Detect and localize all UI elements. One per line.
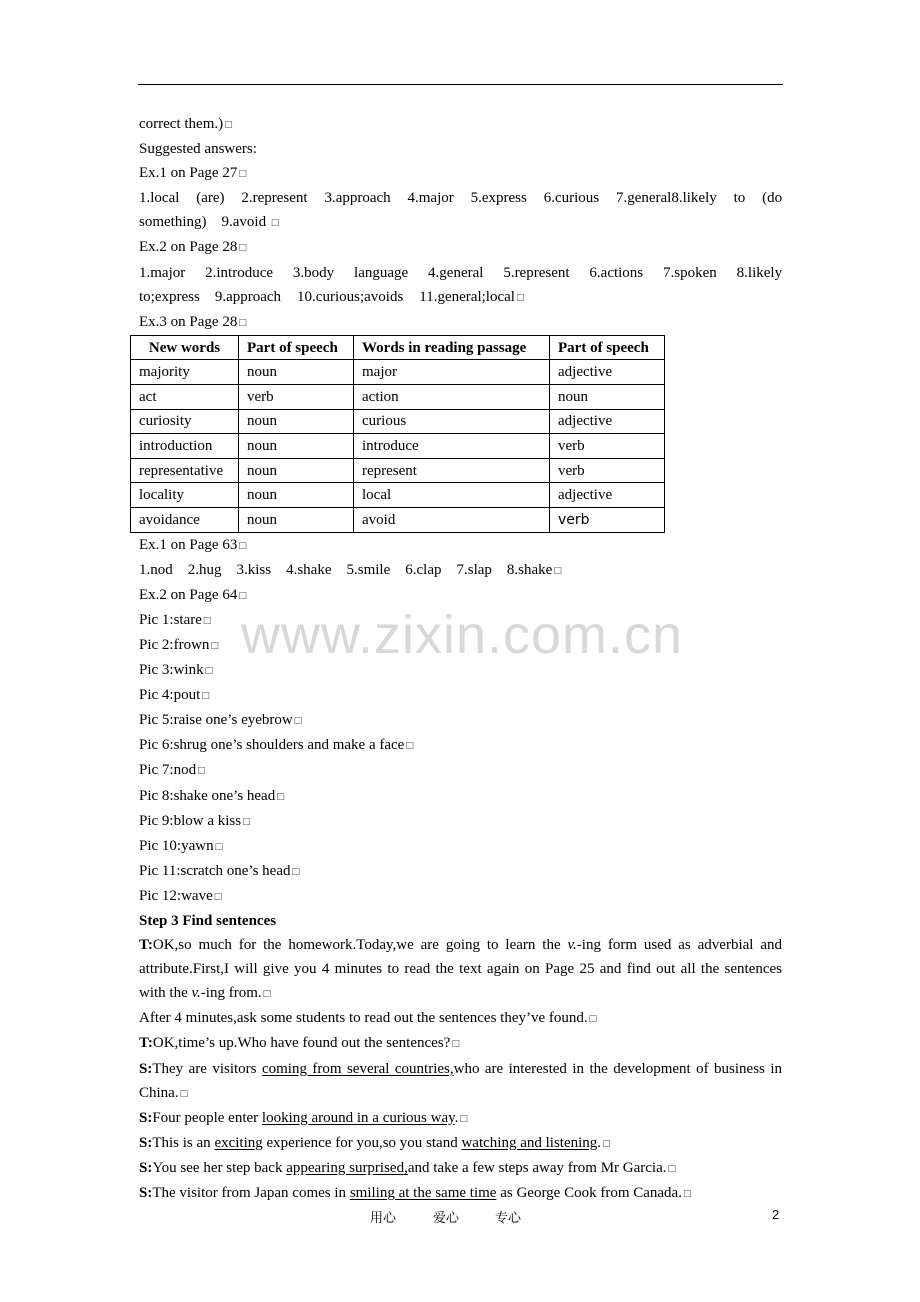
table-cell: introduction (131, 434, 239, 459)
speaker-label: S: (139, 1185, 153, 1202)
pic-answer (139, 708, 782, 733)
text-span: v. (191, 985, 201, 1002)
table-cell: introduce (354, 434, 550, 459)
box-glyph-icon: □ (238, 243, 247, 254)
column-header: Part of speech (239, 335, 354, 360)
text-span: Ex.2 on Page 64 (139, 586, 238, 603)
text-span: Pic 2:frown (139, 636, 210, 653)
answer-item: 9.approach (214, 288, 282, 305)
answer-item: 2.represent (241, 190, 308, 207)
table-cell: noun (550, 385, 665, 410)
column-header: New words (131, 335, 239, 360)
table-cell: adjective (550, 409, 665, 434)
table-header-row (131, 335, 665, 360)
text-span: v. (567, 937, 577, 954)
header-rule (138, 84, 783, 85)
text-span: Pic 8:shake one’s head (139, 787, 276, 804)
text-span: correct them.) (139, 116, 224, 132)
answer-item: 3.kiss (236, 561, 272, 578)
pic-answer (139, 884, 782, 909)
answer-line (139, 261, 782, 285)
box-glyph-icon: □ (667, 1163, 677, 1174)
instruction-line (139, 1006, 782, 1031)
student-sentence (139, 1106, 782, 1131)
box-glyph-icon: □ (682, 1189, 692, 1200)
box-glyph-icon: □ (204, 666, 214, 677)
exercise-title (139, 161, 782, 186)
box-glyph-icon: □ (242, 816, 251, 827)
pic-answer (139, 859, 782, 884)
box-glyph-icon: □ (451, 1039, 460, 1050)
text-line: Suggested answers: (139, 141, 257, 158)
text-span: . (597, 1134, 602, 1151)
text-span: They are visitors (152, 1060, 262, 1077)
answer-item: to;express (139, 288, 200, 305)
teacher-line (139, 1031, 782, 1056)
text-span: Pic 12:wave (139, 887, 213, 904)
pic-answer (139, 784, 782, 809)
box-glyph-icon: □ (588, 1014, 598, 1025)
table-row (131, 508, 665, 533)
text-span: Pic 11:scratch one’s head (139, 862, 291, 879)
underlined-phrase: smiling at the same time (349, 1185, 497, 1202)
table-cell: noun (239, 458, 354, 483)
answer-item: 5.smile (346, 561, 391, 578)
answer-item: 7.slap (456, 561, 492, 578)
text-span: Pic 4:pout (139, 687, 201, 704)
exercise-title (139, 533, 782, 558)
table-cell: adjective (550, 360, 665, 385)
answer-item: something) (139, 214, 207, 231)
text-span: Pic 3:wink (139, 662, 204, 679)
table-cell: locality (131, 483, 239, 508)
answer-item: 2.introduce (205, 264, 274, 281)
answer-item: 4.general (428, 264, 484, 281)
column-header: Words in reading passage (354, 335, 550, 360)
box-glyph-icon: □ (515, 292, 525, 303)
answer-item: 11.general;local (419, 288, 515, 305)
box-glyph-icon: □ (291, 866, 300, 877)
footer-word: 用心 (370, 1211, 397, 1226)
answer-item: 6.actions (589, 264, 644, 281)
text-span: Pic 10:yawn (139, 837, 214, 854)
pic-answer (139, 758, 782, 783)
text-span: Pic 5:raise one’s eyebrow (139, 712, 293, 729)
table-row (131, 458, 665, 483)
answer-item: 1.nod (139, 561, 173, 578)
table-cell: verb (239, 385, 354, 410)
table-cell: majority (131, 360, 239, 385)
box-glyph-icon: □ (214, 841, 224, 852)
box-glyph-icon: □ (276, 791, 285, 802)
box-glyph-icon: □ (210, 640, 219, 651)
box-glyph-icon: □ (293, 716, 303, 727)
box-glyph-icon: □ (213, 891, 223, 902)
speaker-label: S: (139, 1060, 153, 1077)
answer-line (139, 285, 782, 310)
exercise-title (139, 235, 782, 260)
table-cell: verb (550, 434, 665, 459)
text-span: OK,so much for the homework.Today,we are going to learn the (152, 937, 568, 954)
pic-answer (139, 834, 782, 859)
table-row (131, 434, 665, 459)
answer-item: 4.shake (286, 561, 332, 578)
answer-item: 5.represent (503, 264, 570, 281)
box-glyph-icon: □ (238, 540, 247, 551)
answer-item: 6.curious (543, 190, 600, 207)
student-sentence (139, 1156, 782, 1181)
text-span: Ex.3 on Page 28 (139, 313, 238, 330)
underlined-phrase: coming from several countries, (261, 1060, 454, 1077)
pic-answer (139, 683, 782, 708)
answer-item: 8.shake (506, 561, 553, 578)
text-span: and take a few steps away from Mr Garcia. (407, 1159, 667, 1176)
text-span: as George Cook from Canada. (496, 1185, 682, 1202)
table-cell: noun (239, 360, 354, 385)
text-span: Ex.1 on Page 27 (139, 165, 238, 182)
table-cell: verb (550, 508, 665, 533)
answer-line (139, 186, 782, 210)
table-cell: noun (239, 508, 354, 533)
text-span: Pic 9:blow a kiss (139, 812, 242, 829)
word-forms-table (130, 335, 665, 533)
text-span: Ex.1 on Page 63 (139, 536, 238, 553)
box-glyph-icon: □ (602, 1138, 611, 1149)
text-line (139, 112, 782, 137)
answer-item: 5.express (470, 190, 527, 207)
text-span: -ing form used as adverbial and attribute.First,I will give you 4 minutes to read the text again on Page 25 and find out all the sentences with the (139, 937, 782, 1002)
footer-word: 专心 (495, 1211, 522, 1226)
text-span: who are interested in the development of business in China. (139, 1060, 782, 1101)
box-glyph-icon: □ (262, 989, 272, 1000)
speaker-label: T: (139, 1035, 153, 1052)
underlined-phrase: exciting (214, 1134, 263, 1151)
pic-answer (139, 733, 782, 758)
pic-answer (139, 809, 782, 834)
underlined-phrase: watching and listening (461, 1134, 598, 1151)
answer-item: 9.avoid (221, 214, 267, 231)
speaker-label: S: (139, 1109, 153, 1126)
student-sentence (139, 1181, 782, 1206)
table-cell: avoidance (131, 508, 239, 533)
box-glyph-icon: □ (405, 741, 414, 752)
table-row (131, 409, 665, 434)
teacher-paragraph (139, 933, 782, 1006)
answer-item: 7.general8.likely to (do (615, 190, 783, 207)
box-glyph-icon: □ (202, 615, 212, 626)
answer-item: 4.major (407, 190, 454, 207)
text-span: experience for you,so you stand (262, 1134, 462, 1151)
table-cell: major (354, 360, 550, 385)
table-cell: verb (550, 458, 665, 483)
answer-item: 3.approach (324, 190, 391, 207)
box-glyph-icon: □ (201, 691, 210, 702)
table-cell: avoid (354, 508, 550, 533)
answer-item: 1.major (139, 264, 186, 281)
box-glyph-icon: □ (224, 120, 233, 130)
column-header: Part of speech (550, 335, 665, 360)
table-row (131, 483, 665, 508)
text-span: You see her step back (152, 1159, 287, 1176)
box-glyph-icon: □ (179, 1088, 189, 1099)
text-span: Pic 6:shrug one’s shoulders and make a face (139, 737, 405, 754)
answer-item: 1.local (are) (139, 190, 225, 207)
text-span: Four people enter (152, 1109, 262, 1126)
table-cell: local (354, 483, 550, 508)
table-cell: adjective (550, 483, 665, 508)
box-glyph-icon: □ (459, 1113, 468, 1124)
text-span: Ex.2 on Page 28 (139, 239, 238, 256)
box-glyph-icon: □ (238, 590, 247, 601)
answer-item: 2.hug (187, 561, 222, 578)
answer-line (139, 558, 782, 583)
text-span: Pic 1:stare (139, 611, 202, 628)
answer-item: 7.spoken (663, 264, 717, 281)
text-span: Pic 7:nod (139, 762, 197, 779)
text-span: The visitor from Japan comes in (152, 1185, 350, 1202)
text-span: OK,time’s up.Who have found out the sentences? (152, 1035, 451, 1052)
box-glyph-icon: □ (238, 317, 247, 328)
table-cell: noun (239, 483, 354, 508)
table-row (131, 360, 665, 385)
box-glyph-icon: □ (553, 565, 562, 576)
table-cell: curiosity (131, 409, 239, 434)
table-cell: curious (354, 409, 550, 434)
underlined-phrase: looking around in a curious way (261, 1109, 455, 1126)
student-sentence (139, 1131, 782, 1156)
text-span: Step 3 Find sentences (139, 913, 277, 929)
speaker-label: S: (139, 1159, 153, 1176)
box-glyph-icon: □ (270, 218, 280, 229)
text-span: . (454, 1109, 459, 1126)
page-number: 2 (772, 1207, 780, 1222)
table-cell: representative (131, 458, 239, 483)
table-cell: action (354, 385, 550, 410)
answer-item: 10.curious;avoids (297, 288, 404, 305)
answer-item: 3.body language (292, 264, 409, 281)
text-span: This is an (152, 1134, 215, 1151)
footer-word: 爱心 (433, 1211, 460, 1226)
underlined-phrase: appearing surprised, (286, 1159, 408, 1176)
exercise-title (139, 310, 782, 335)
table-cell: noun (239, 434, 354, 459)
table-cell: noun (239, 409, 354, 434)
answer-item: 6.clap (405, 561, 442, 578)
section-heading (139, 909, 782, 933)
table-cell: represent (354, 458, 550, 483)
student-sentence (139, 1057, 782, 1106)
table-row (131, 385, 665, 410)
table-cell: act (131, 385, 239, 410)
box-glyph-icon: □ (238, 169, 247, 180)
text-span: -ing from. (200, 985, 262, 1002)
speaker-label: T: (139, 937, 153, 954)
box-glyph-icon: □ (197, 766, 206, 777)
answer-item: 8.likely (736, 264, 783, 281)
page-footer (0, 1207, 920, 1227)
speaker-label: S: (139, 1134, 153, 1151)
text-span: After 4 minutes,ask some students to read out the sentences they’ve found. (139, 1010, 588, 1027)
watermark: www.zixin.com.cn (240, 605, 684, 665)
answer-line (139, 210, 782, 235)
